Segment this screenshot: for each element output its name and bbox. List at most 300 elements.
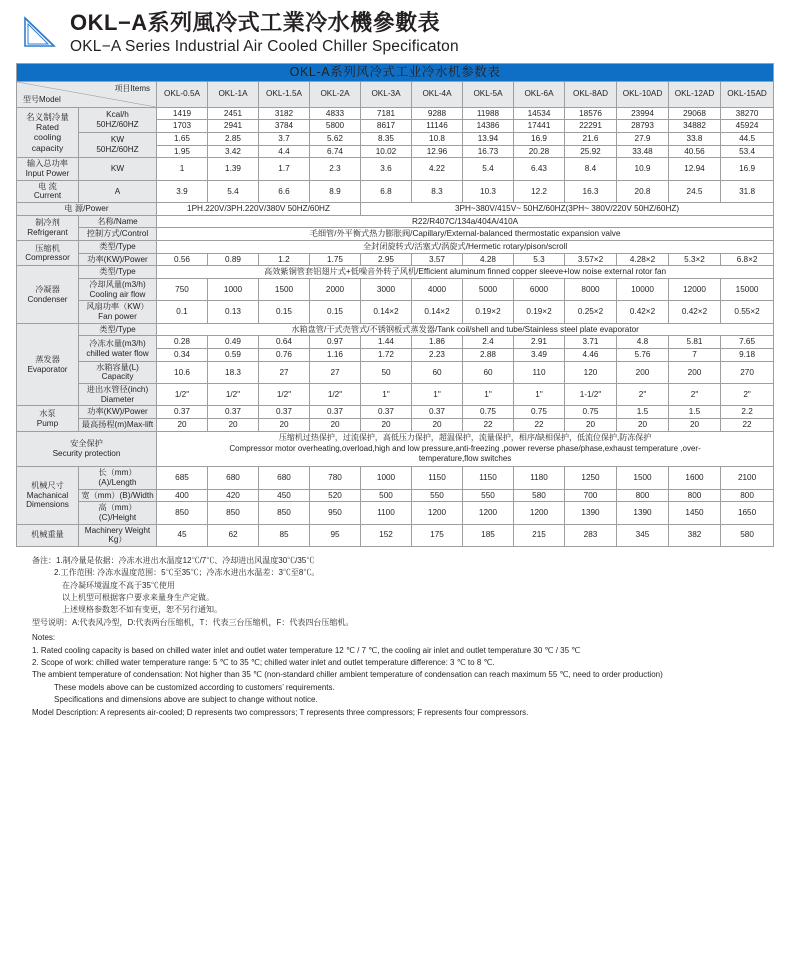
cell-cooling-air: 10000 — [617, 279, 669, 301]
table-row — [17, 180, 774, 202]
cell-tank-capacity: 60 — [463, 361, 514, 383]
sub-label-pump-power: 功率(KW)/Power — [79, 406, 157, 419]
unit-kw — [79, 132, 157, 157]
cell-current: 8.9 — [310, 180, 361, 202]
model-header: OKL-8AD — [565, 81, 617, 107]
condenser-cn: 冷凝器 — [35, 284, 60, 294]
note-cn-6: 型号说明：A:代表风冷型，D:代表两台压缩机，T：代表三台压缩机，F：代表四台压缩机。 — [32, 617, 354, 627]
cell-tank-capacity: 200 — [669, 361, 721, 383]
cell-width: 550 — [463, 489, 514, 502]
condenser-en: Condenser — [27, 294, 68, 304]
cell-input-power: 5.4 — [463, 158, 514, 180]
cell-pump-power: 0.75 — [463, 406, 514, 419]
cell-height: 1650 — [721, 502, 774, 524]
rated-capacity-en2: cooling — [33, 132, 62, 143]
cell-compressor-power: 2.95 — [361, 253, 412, 266]
sub-label-tank-capacity — [79, 361, 157, 383]
cell-kw60: 53.4 — [721, 145, 774, 158]
rated-capacity-cn: 名义制冷量 — [26, 112, 69, 123]
cell-chilled-flow-b: 5.76 — [617, 349, 669, 362]
cell-fan-power: 0.14×2 — [361, 301, 412, 323]
cell-chilled-flow-b: 1.72 — [361, 349, 412, 362]
cell-current: 10.3 — [463, 180, 514, 202]
cell-height: 1200 — [463, 502, 514, 524]
unit-kw-line1: KW — [110, 135, 125, 145]
cell-kw50: 44.5 — [721, 132, 774, 145]
cell-height: 950 — [310, 502, 361, 524]
table-row — [17, 524, 774, 546]
cell-kw50: 21.6 — [565, 132, 617, 145]
cell-tank-capacity: 18.3 — [208, 361, 259, 383]
cell-fan-power: 0.14×2 — [412, 301, 463, 323]
cell-kw50: 8.35 — [361, 132, 412, 145]
cell-security-protection — [157, 431, 774, 466]
cell-current: 12.2 — [514, 180, 565, 202]
cell-pump-power: 0.75 — [565, 406, 617, 419]
cell-pump-lift: 20 — [157, 419, 208, 432]
notes-block — [16, 555, 773, 719]
cell-kcal60: 11146 — [412, 120, 463, 133]
tank-capacity-label1: 水箱容量(L) — [96, 362, 139, 372]
cell-weight: 45 — [157, 524, 208, 546]
page-title-cn: OKL−A系列風冷式工業冷水機參數表 — [70, 10, 441, 35]
cell-length: 680 — [259, 467, 310, 489]
unit-kcal-line1: Kcal/h — [106, 110, 129, 120]
cell-pump-power: 0.37 — [157, 406, 208, 419]
cell-kw50: 1.65 — [157, 132, 208, 145]
cell-pump-lift: 20 — [310, 419, 361, 432]
cell-chilled-flow-b: 2.88 — [463, 349, 514, 362]
cell-current: 20.8 — [617, 180, 669, 202]
cell-length: 1180 — [514, 467, 565, 489]
cell-input-power: 8.4 — [565, 158, 617, 180]
evaporator-en: Evaporator — [27, 364, 68, 374]
sub-label-evaporator-type: 类型/Type — [79, 323, 157, 336]
cell-input-power: 12.94 — [669, 158, 721, 180]
cell-kw60: 3.42 — [208, 145, 259, 158]
note-cn-2: 2.工作范围: 冷冻水温度范围：5℃至35℃；冷冻水进出水温差：3℃至8℃。 — [54, 568, 320, 578]
cell-cooling-air: 1500 — [259, 279, 310, 301]
row-label-security — [17, 431, 157, 466]
cell-kcal50: 7181 — [361, 107, 412, 120]
title-block — [70, 8, 459, 57]
cell-kw50: 2.85 — [208, 132, 259, 145]
table-row — [17, 502, 774, 524]
cell-compressor-power: 3.57 — [412, 253, 463, 266]
cell-kcal60: 5800 — [310, 120, 361, 133]
fan-power-label2: Fan power — [98, 312, 137, 322]
cell-kcal50: 18576 — [565, 107, 617, 120]
cell-pump-power: 0.75 — [514, 406, 565, 419]
row-label-compressor — [17, 241, 79, 266]
cell-tank-capacity: 110 — [514, 361, 565, 383]
cell-cooling-air: 2000 — [310, 279, 361, 301]
cell-fan-power: 0.55×2 — [721, 301, 774, 323]
cell-width: 450 — [259, 489, 310, 502]
input-power-en: Input Power — [25, 169, 70, 178]
cell-tank-capacity: 120 — [565, 361, 617, 383]
cell-kw60: 20.28 — [514, 145, 565, 158]
cell-kcal60: 45924 — [721, 120, 774, 133]
cell-kw60: 6.74 — [310, 145, 361, 158]
security-text-cn: 压缩机过热保护，过流保护，高低压力保护，超温保护，流量保护，相序/缺相保护，低流位保护,防冻保护 — [278, 432, 652, 442]
tank-capacity-label2: Capacity — [101, 372, 134, 382]
cell-fan-power: 0.42×2 — [669, 301, 721, 323]
cell-kw50: 10.8 — [412, 132, 463, 145]
note-en-3: The ambient temperature of condensation: Not higher than 35 ℃ (non-standard chiller ambient temperature of condensation can reach maximum 55 ℃, need to order production) — [32, 670, 663, 680]
sub-label-condenser-type: 类型/Type — [79, 266, 157, 279]
cell-tank-capacity: 27 — [259, 361, 310, 383]
cell-kcal60: 2941 — [208, 120, 259, 133]
sub-label-width: 宽（mm）(B)/Width — [79, 489, 157, 502]
corner-header-cell — [17, 81, 157, 107]
cell-kw60: 40.56 — [669, 145, 721, 158]
dims-cn: 机械尺寸 — [31, 480, 64, 490]
cell-pipe-diameter: 1/2" — [208, 384, 259, 406]
cell-compressor-power: 3.57×2 — [565, 253, 617, 266]
cell-kcal50: 3182 — [259, 107, 310, 120]
cell-chilled-flow-a: 1.86 — [412, 336, 463, 349]
cell-pump-lift: 20 — [669, 419, 721, 432]
note-cn-5: 上述规格参数恕不如有变更，恕不另行通知。 — [62, 605, 222, 615]
cell-weight: 345 — [617, 524, 669, 546]
cell-kcal50: 14534 — [514, 107, 565, 120]
row-label-pump — [17, 406, 79, 431]
cell-pump-power: 0.37 — [361, 406, 412, 419]
table-row — [17, 384, 774, 406]
cell-chilled-flow-b: 9.18 — [721, 349, 774, 362]
model-header: OKL-10AD — [617, 81, 669, 107]
cell-cooling-air: 5000 — [463, 279, 514, 301]
row-label-current — [17, 180, 79, 202]
note-en-1: 1. Rated cooling capacity is based on chilled water inlet and outlet water temperature 12 ℃ / 7 ℃, the cooling air inlet and outlet temperature 30 ℃ / 35 ℃ — [32, 645, 581, 655]
cell-kw60: 1.95 — [157, 145, 208, 158]
sub-label-fan-power — [79, 301, 157, 323]
cell-input-power: 1.7 — [259, 158, 310, 180]
cell-input-power: 4.22 — [412, 158, 463, 180]
sub-label-height: 高（mm）(C)/Height — [79, 502, 157, 524]
cell-chilled-flow-a: 4.8 — [617, 336, 669, 349]
cell-kcal60: 34882 — [669, 120, 721, 133]
cell-pump-power: 0.37 — [412, 406, 463, 419]
cell-width: 500 — [361, 489, 412, 502]
document-header — [16, 0, 773, 63]
row-label-dimensions — [17, 467, 79, 524]
cell-chilled-flow-b: 4.46 — [565, 349, 617, 362]
cell-input-power: 2.3 — [310, 158, 361, 180]
cell-kcal60: 22291 — [565, 120, 617, 133]
cell-pump-power: 0.37 — [259, 406, 310, 419]
note-en-4: These models above can be customized according to customers’ requirements. — [54, 682, 335, 692]
table-row — [17, 215, 774, 228]
pump-cn: 水泵 — [39, 408, 56, 418]
row-label-condenser — [17, 266, 79, 323]
corner-model-label: 型号Model — [23, 95, 61, 105]
cell-kcal50: 2451 — [208, 107, 259, 120]
cell-height: 850 — [259, 502, 310, 524]
cell-input-power: 1.39 — [208, 158, 259, 180]
sub-label-weight — [79, 524, 157, 546]
weight-label-en1: Machinery Weight — [84, 525, 151, 535]
cell-chilled-flow-a: 3.71 — [565, 336, 617, 349]
cell-input-power: 1 — [157, 158, 208, 180]
cell-pipe-diameter: 1/2" — [259, 384, 310, 406]
model-header: OKL-3A — [361, 81, 412, 107]
cell-pump-lift: 20 — [412, 419, 463, 432]
table-row — [17, 132, 774, 145]
cell-fan-power: 0.1 — [157, 301, 208, 323]
cell-length: 1250 — [565, 467, 617, 489]
cell-cooling-air: 15000 — [721, 279, 774, 301]
cell-length: 1150 — [463, 467, 514, 489]
cell-input-power: 3.6 — [361, 158, 412, 180]
cell-kcal60: 3784 — [259, 120, 310, 133]
cell-chilled-flow-b: 1.16 — [310, 349, 361, 362]
cell-kw50: 16.9 — [514, 132, 565, 145]
rated-capacity-en3: capacity — [31, 142, 64, 153]
pipe-diameter-label1: 进出水管径(inch) — [86, 385, 149, 395]
table-row — [17, 489, 774, 502]
cell-weight: 95 — [310, 524, 361, 546]
cell-current: 24.5 — [669, 180, 721, 202]
cell-current: 3.9 — [157, 180, 208, 202]
cell-cooling-air: 8000 — [565, 279, 617, 301]
cell-weight: 382 — [669, 524, 721, 546]
cell-width: 420 — [208, 489, 259, 502]
cell-length: 2100 — [721, 467, 774, 489]
row-label-input-power — [17, 158, 79, 180]
cell-tank-capacity: 50 — [361, 361, 412, 383]
cell-pump-power: 1.5 — [617, 406, 669, 419]
model-header: OKL-6A — [514, 81, 565, 107]
cell-kcal60: 17441 — [514, 120, 565, 133]
cell-pump-power: 0.37 — [310, 406, 361, 419]
sub-label-refrigerant-name: 名称/Name — [79, 215, 157, 228]
cell-condenser-type: 高效紫铜管套铝翅片式+低噪音外转子风机/Efficient aluminum finned copper sleeve+low noise external rotor fan — [157, 266, 774, 279]
cell-compressor-type: 全封闭旋转式/活塞式/涡旋式/Hermetic rotary/pison/scroll — [157, 241, 774, 254]
cell-length: 780 — [310, 467, 361, 489]
dims-en1: Machanical — [26, 490, 69, 500]
chiller-logo-icon — [20, 8, 64, 52]
sub-label-cooling-air-flow — [79, 279, 157, 301]
cell-current: 6.6 — [259, 180, 310, 202]
current-cn: 电 流 — [38, 181, 57, 191]
row-label-rated-capacity — [17, 107, 79, 158]
cell-fan-power: 0.42×2 — [617, 301, 669, 323]
cell-tank-capacity: 60 — [412, 361, 463, 383]
cell-compressor-power: 5.3 — [514, 253, 565, 266]
current-en: Current — [33, 191, 62, 201]
cell-pipe-diameter: 2" — [721, 384, 774, 406]
table-row — [17, 266, 774, 279]
table-row — [17, 158, 774, 180]
cell-kcal50: 4833 — [310, 107, 361, 120]
fan-power-label1: 风扇功率（KW） — [86, 302, 149, 312]
sub-label-length: 长（mm）(A)/Length — [79, 467, 157, 489]
cell-height: 1200 — [514, 502, 565, 524]
cell-pump-lift: 20 — [208, 419, 259, 432]
cell-fan-power: 0.15 — [259, 301, 310, 323]
model-header: OKL-0.5A — [157, 81, 208, 107]
cell-compressor-power: 1.75 — [310, 253, 361, 266]
cell-pump-lift: 22 — [514, 419, 565, 432]
pipe-diameter-label2: Diameter — [100, 394, 135, 404]
cell-height: 850 — [157, 502, 208, 524]
row-label-weight: 机械重量 — [17, 524, 79, 546]
cell-input-power: 6.43 — [514, 158, 565, 180]
cell-chilled-flow-a: 0.97 — [310, 336, 361, 349]
table-row — [17, 323, 774, 336]
cell-pump-lift: 20 — [565, 419, 617, 432]
table-row — [17, 228, 774, 241]
cell-compressor-power: 0.89 — [208, 253, 259, 266]
cell-fan-power: 0.19×2 — [514, 301, 565, 323]
cell-current: 31.8 — [721, 180, 774, 202]
cell-pump-power: 2.2 — [721, 406, 774, 419]
compressor-en: Compressor — [25, 253, 70, 263]
cell-compressor-power: 5.3×2 — [669, 253, 721, 266]
table-row — [17, 467, 774, 489]
cell-weight: 215 — [514, 524, 565, 546]
cell-width: 580 — [514, 489, 565, 502]
table-row — [17, 361, 774, 383]
cell-pipe-diameter: 1-1/2" — [565, 384, 617, 406]
cell-cooling-air: 4000 — [412, 279, 463, 301]
rated-capacity-en1: Rated — [36, 122, 59, 133]
cell-kw60: 33.48 — [617, 145, 669, 158]
model-header: OKL-15AD — [721, 81, 774, 107]
cooling-air-label1: 冷却风量(m3/h) — [89, 280, 146, 290]
cell-length: 1000 — [361, 467, 412, 489]
cell-pump-lift: 22 — [721, 419, 774, 432]
cell-chilled-flow-a: 2.4 — [463, 336, 514, 349]
dims-en2: Dimensions — [26, 500, 69, 510]
sub-label-chilled-flow — [79, 336, 157, 361]
table-banner-row — [17, 63, 774, 81]
cell-width: 520 — [310, 489, 361, 502]
security-en: Security protection — [52, 448, 121, 458]
model-header: OKL-1A — [208, 81, 259, 107]
cell-kw60: 25.92 — [565, 145, 617, 158]
cell-cooling-air: 3000 — [361, 279, 412, 301]
table-row — [17, 203, 774, 216]
cell-fan-power: 0.19×2 — [463, 301, 514, 323]
table-row — [17, 301, 774, 323]
cell-kw60: 4.4 — [259, 145, 310, 158]
cell-chilled-flow-b: 7 — [669, 349, 721, 362]
cell-compressor-power: 4.28 — [463, 253, 514, 266]
cell-weight: 152 — [361, 524, 412, 546]
security-cn: 安全保护 — [70, 439, 103, 449]
unit-kw-line2: 50HZ/60HZ — [96, 145, 139, 155]
cell-compressor-power: 0.56 — [157, 253, 208, 266]
notes-en-title: Notes: — [32, 633, 56, 643]
cell-height: 1450 — [669, 502, 721, 524]
cell-pump-lift: 20 — [361, 419, 412, 432]
table-row — [17, 253, 774, 266]
note-en-2: 2. Scope of work: chilled water temperature range: 5 ℃ to 35 ℃; chilled water inlet and outlet temperature difference: 3 ℃ to 8 ℃. — [32, 658, 495, 667]
cell-chilled-flow-a: 0.49 — [208, 336, 259, 349]
note-cn-3: 在冷凝环境温度不高于35℃使用 — [62, 580, 175, 590]
cell-width: 400 — [157, 489, 208, 502]
cell-kw50: 3.7 — [259, 132, 310, 145]
cell-kcal60: 8617 — [361, 120, 412, 133]
table-row — [17, 107, 774, 120]
cell-length: 685 — [157, 467, 208, 489]
cell-width: 800 — [617, 489, 669, 502]
cell-height: 1200 — [412, 502, 463, 524]
unit-input-power: KW — [79, 158, 157, 180]
cell-kcal50: 11988 — [463, 107, 514, 120]
cell-width: 700 — [565, 489, 617, 502]
sub-label-pipe-diameter — [79, 384, 157, 406]
cell-cooling-air: 750 — [157, 279, 208, 301]
cell-kcal50: 1419 — [157, 107, 208, 120]
table-banner: OKL-A系列风冷式工业冷水机参数表 — [17, 63, 774, 81]
sub-label-compressor-type: 类型/Type — [79, 241, 157, 254]
unit-kcal-line2: 50HZ/60HZ — [96, 119, 139, 129]
refrigerant-en: Refrigerant — [27, 227, 68, 237]
model-header: OKL-1.5A — [259, 81, 310, 107]
model-header: OKL-2A — [310, 81, 361, 107]
cell-pump-lift: 20 — [617, 419, 669, 432]
cell-pipe-diameter: 2" — [669, 384, 721, 406]
cell-pump-power: 0.37 — [208, 406, 259, 419]
cell-kw50: 5.62 — [310, 132, 361, 145]
cell-height: 850 — [208, 502, 259, 524]
cell-evaporator-type: 水箱盘管/干式壳管式/不锈钢板式蒸发器/Tank coil/shell and tube/Stainless steel plate evaporator — [157, 323, 774, 336]
cell-kcal50: 29068 — [669, 107, 721, 120]
row-label-refrigerant — [17, 215, 79, 240]
table-row — [17, 419, 774, 432]
evaporator-cn: 蒸发器 — [35, 354, 60, 364]
cell-kcal60: 28793 — [617, 120, 669, 133]
cell-length: 1500 — [617, 467, 669, 489]
note-en-6: Model Description: A represents air-cooled; D represents two compressors; T represents three compressors; F represents four compressors. — [32, 707, 529, 717]
cell-height: 1390 — [565, 502, 617, 524]
cell-compressor-power: 1.2 — [259, 253, 310, 266]
cell-weight: 85 — [259, 524, 310, 546]
cell-tank-capacity: 270 — [721, 361, 774, 383]
compressor-cn: 压缩机 — [35, 243, 60, 253]
cell-pipe-diameter: 1" — [361, 384, 412, 406]
security-text-en2: temperature,flow switches — [418, 454, 512, 464]
cell-weight: 283 — [565, 524, 617, 546]
cell-kw50: 33.8 — [669, 132, 721, 145]
cell-power-source-right: 3PH~380V/415V~ 50HZ/60HZ(3PH~ 380V/220V 50HZ/60HZ) — [361, 203, 774, 216]
model-header: OKL-12AD — [669, 81, 721, 107]
cell-chilled-flow-a: 0.28 — [157, 336, 208, 349]
security-text-en1: Compressor motor overheating,overload,high and low pressure,anti-freezing ,power reverse phase/phase,exhaust temperature ,over- — [229, 443, 701, 453]
cell-chilled-flow-b: 2.23 — [412, 349, 463, 362]
table-row — [17, 406, 774, 419]
chilled-flow-label2: chilled water flow — [86, 348, 149, 358]
cell-pump-power: 1.5 — [669, 406, 721, 419]
cell-width: 550 — [412, 489, 463, 502]
corner-items-label: 项目Items — [114, 83, 150, 93]
cell-chilled-flow-a: 0.64 — [259, 336, 310, 349]
model-header: OKL-4A — [412, 81, 463, 107]
cell-cooling-air: 1000 — [208, 279, 259, 301]
cell-weight: 580 — [721, 524, 774, 546]
cell-current: 6.8 — [361, 180, 412, 202]
cell-kw50: 13.94 — [463, 132, 514, 145]
cell-chilled-flow-b: 0.34 — [157, 349, 208, 362]
cell-chilled-flow-a: 7.65 — [721, 336, 774, 349]
cell-pipe-diameter: 1/2" — [310, 384, 361, 406]
note-en-5: Specifications and dimensions above are subject to change without notice. — [54, 695, 318, 705]
input-power-cn: 输入总功率 — [27, 159, 68, 169]
